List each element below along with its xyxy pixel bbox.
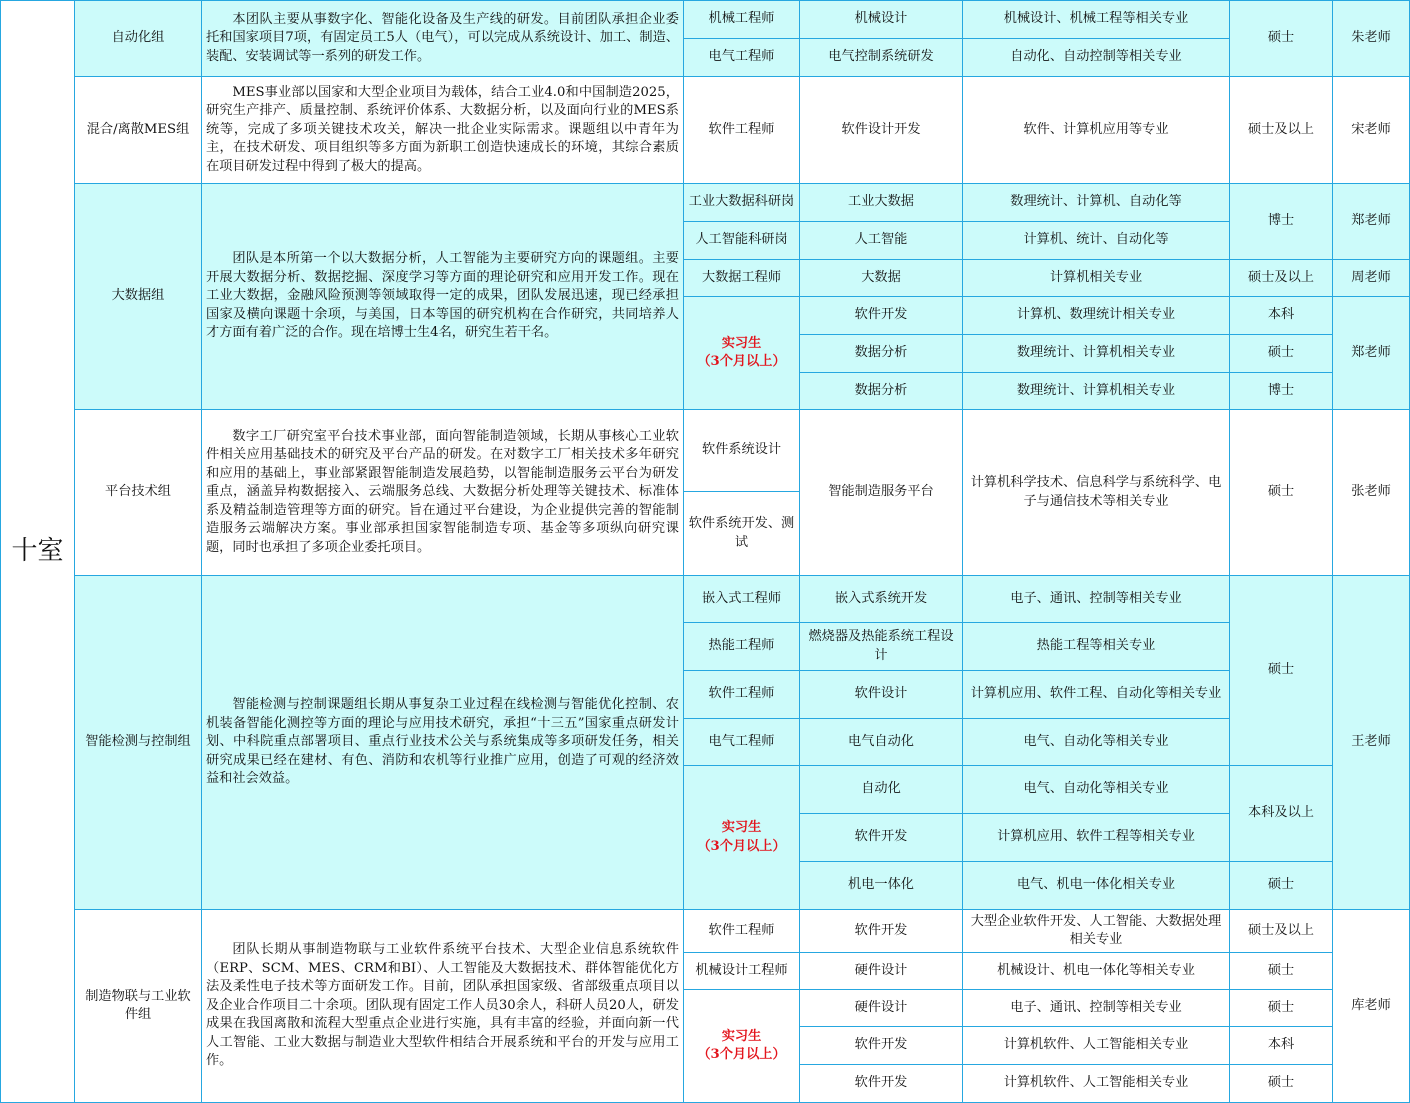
research-direction: 硬件设计: [799, 989, 963, 1027]
research-direction: 软件设计: [799, 670, 963, 719]
intern-duration: （3个月以上）: [697, 1047, 786, 1062]
degree-requirement: 博士: [1229, 183, 1333, 260]
group-description: 数字工厂研究室平台技术事业部，面向智能制造领域，长期从事核心工业软件相关应用基础技术的研究及平台产品的研发。在对数字工厂相关技术多年研究和应用的基础上，事业部紧跟智能制造发展趋势，以智能制造服务云平台为研发重点，涵盖异构数据接入、云端服务总线、大数据分析处理等关键技术、标准体系及精益制造管理等方面的研究。旨在通过平台建设，为企业提供完善的智能制造服务云端解决方案。事业部承担国家智能制造专项、基金等多项纵向研究课题，同时也承担了多项企业委托项目。: [201, 409, 684, 576]
major-requirement: 计算机软件、人工智能相关专业: [962, 1064, 1230, 1103]
position-title: 软件系统设计: [683, 409, 800, 492]
contact-person: 王老师: [1332, 575, 1410, 910]
degree-requirement: 硕士: [1229, 1064, 1333, 1103]
degree-requirement: 硕士及以上: [1229, 76, 1333, 184]
research-direction: 燃烧器及热能系统工程设计: [799, 622, 963, 671]
contact-person: 朱老师: [1332, 0, 1410, 77]
group-name: 大数据组: [74, 183, 202, 410]
intern-title: 实习生: [721, 335, 762, 351]
research-direction: 软件设计开发: [799, 76, 963, 184]
degree-requirement: 硕士: [1229, 952, 1333, 990]
degree-requirement: 硕士: [1229, 0, 1333, 77]
position-title: 热能工程师: [683, 622, 800, 671]
research-direction: 软件开发: [799, 909, 963, 953]
group-name: 制造物联与工业软件组: [74, 909, 202, 1103]
research-direction: 嵌入式系统开发: [799, 575, 963, 623]
major-requirement: 电气、自动化等相关专业: [962, 718, 1230, 766]
research-direction: 人工智能: [799, 221, 963, 260]
position-title: 嵌入式工程师: [683, 575, 800, 623]
major-requirement: 计算机、统计、自动化等: [962, 221, 1230, 260]
major-requirement: 数理统计、计算机相关专业: [962, 334, 1230, 373]
contact-person: 张老师: [1332, 409, 1410, 576]
position-title: 软件工程师: [683, 76, 800, 184]
research-direction: 工业大数据: [799, 183, 963, 222]
position-title: 软件系统开发、测试: [683, 491, 800, 576]
position-title: 机械设计工程师: [683, 952, 800, 990]
research-direction: 机械设计: [799, 0, 963, 39]
major-requirement: 计算机软件、人工智能相关专业: [962, 1026, 1230, 1065]
position-title: 软件工程师: [683, 909, 800, 953]
research-direction: 自动化: [799, 765, 963, 814]
group-description: 智能检测与控制课题组长期从事复杂工业过程在线检测与智能优化控制、农机装备智能化测控等方面的理论与应用技术研究，承担“十三五”国家重点研发计划、中科院重点部署项目、重点行业技术公关与系统集成等多项研发任务，相关研究成果已经在建材、有色、消防和农机等行业推广应用，创造了可观的经济效益和社会效益。: [201, 575, 684, 910]
group-description: MES事业部以国家和大型企业项目为载体，结合工业4.0和中国制造2025，研究生产排产、质量控制、系统评价体系、大数据分析，以及面向行业的MES系统等，完成了多项关键技术攻关，解决一批企业实际需求。课题组以中青年为主，在技术研发、项目组织等多方面为新职工创造快速成长的环境，其综合素质在项目研发过程中得到了极大的提高。: [201, 76, 684, 184]
position-title: 大数据工程师: [683, 259, 800, 297]
group-name: 平台技术组: [74, 409, 202, 576]
degree-requirement: 硕士及以上: [1229, 909, 1333, 953]
research-direction: 硬件设计: [799, 952, 963, 990]
research-direction: 大数据: [799, 259, 963, 297]
major-requirement: 电气、机电一体化相关专业: [962, 861, 1230, 910]
degree-requirement: 硕士: [1229, 334, 1333, 373]
intern-title: 实习生: [721, 1028, 762, 1044]
contact-person: 库老师: [1332, 909, 1410, 1103]
contact-person: 宋老师: [1332, 76, 1410, 184]
intern-label: [683, 765, 800, 910]
major-requirement: 计算机、数理统计相关专业: [962, 296, 1230, 335]
major-requirement: 计算机应用、软件工程、自动化等相关专业: [962, 670, 1230, 719]
research-direction: 数据分析: [799, 372, 963, 410]
position-title: 电气工程师: [683, 718, 800, 766]
intern-label: [683, 989, 800, 1103]
research-direction: 软件开发: [799, 1064, 963, 1103]
contact-person: 郑老师: [1332, 296, 1410, 410]
major-requirement: 自动化、自动控制等相关专业: [962, 38, 1230, 77]
major-requirement: 热能工程等相关专业: [962, 622, 1230, 671]
major-requirement: 数理统计、计算机、自动化等: [962, 183, 1230, 222]
position-title: 人工智能科研岗: [683, 221, 800, 260]
degree-requirement: 硕士: [1229, 575, 1333, 766]
degree-requirement: 硕士: [1229, 409, 1333, 576]
degree-requirement: 硕士: [1229, 989, 1333, 1027]
major-requirement: 大型企业软件开发、人工智能、大数据处理相关专业: [962, 909, 1230, 953]
room-label: 十室: [0, 0, 75, 1103]
major-requirement: 机械设计、机械工程等相关专业: [962, 0, 1230, 39]
degree-requirement: 本科: [1229, 1026, 1333, 1065]
group-name: 智能检测与控制组: [74, 575, 202, 910]
degree-requirement: 本科: [1229, 296, 1333, 335]
intern-duration: （3个月以上）: [697, 354, 786, 369]
degree-requirement: 本科及以上: [1229, 765, 1333, 862]
research-direction: 智能制造服务平台: [799, 409, 963, 576]
intern-label: [683, 296, 800, 410]
research-direction: 软件开发: [799, 296, 963, 335]
degree-requirement: 硕士及以上: [1229, 259, 1333, 297]
degree-requirement: 硕士: [1229, 861, 1333, 910]
group-description: 团队长期从事制造物联与工业软件系统平台技术、大型企业信息系统软件（ERP、SCM、MES、CRM和BI）、人工智能及大数据技术、群体智能优化方法及柔性电子技术等方面研发工作。目前，团队承担国家级、省部级重点项目以及企业合作项目二十余项。团队现有固定工作人员30余人，科研人员20人，研发成果在我国离散和流程大型重点企业进行实施，具有丰富的经验，并面向新一代人工智能、工业大数据与制造业大型软件相结合开展系统和平台的开发与应用工作。: [201, 909, 684, 1103]
group-description: 团队是本所第一个以大数据分析，人工智能为主要研究方向的课题组。主要开展大数据分析、数据挖掘、深度学习等方面的理论研究和应用开发工作。现在工业大数据，金融风险预测等领域取得一定的成果，团队发展迅速，现已经承担国家及横向课题十余项，与美国，日本等国的研究机构在合作研究，共同培养人才方面有着广泛的合作。现在培博士生4名，研究生若干名。: [201, 183, 684, 410]
research-direction: 软件开发: [799, 1026, 963, 1065]
research-direction: 机电一体化: [799, 861, 963, 910]
position-title: 软件工程师: [683, 670, 800, 719]
major-requirement: 软件、计算机应用等专业: [962, 76, 1230, 184]
intern-duration: （3个月以上）: [697, 838, 786, 854]
major-requirement: 计算机科学技术、信息科学与系统科学、电子与通信技术等相关专业: [962, 409, 1230, 576]
group-name: 混合/离散MES组: [74, 76, 202, 184]
research-direction: 数据分析: [799, 334, 963, 373]
major-requirement: 计算机应用、软件工程等相关专业: [962, 813, 1230, 862]
major-requirement: 电子、通讯、控制等相关专业: [962, 989, 1230, 1027]
major-requirement: 数理统计、计算机相关专业: [962, 372, 1230, 410]
research-direction: 软件开发: [799, 813, 963, 862]
major-requirement: 电气、自动化等相关专业: [962, 765, 1230, 814]
position-title: 电气工程师: [683, 38, 800, 77]
position-title: 工业大数据科研岗: [683, 183, 800, 222]
research-direction: 电气控制系统研发: [799, 38, 963, 77]
contact-person: 周老师: [1332, 259, 1410, 297]
position-title: 机械工程师: [683, 0, 800, 39]
major-requirement: 机械设计、机电一体化等相关专业: [962, 952, 1230, 990]
group-description: 本团队主要从事数字化、智能化设备及生产线的研发。目前团队承担企业委托和国家项目7项，有固定员工5人（电气），可以完成从系统设计、加工、制造、装配、安装调试等一系列的研发工作。: [201, 0, 684, 77]
major-requirement: 电子、通讯、控制等相关专业: [962, 575, 1230, 623]
group-name: 自动化组: [74, 0, 202, 77]
research-direction: 电气自动化: [799, 718, 963, 766]
intern-title: 实习生: [721, 820, 762, 835]
contact-person: 郑老师: [1332, 183, 1410, 260]
major-requirement: 计算机相关专业: [962, 259, 1230, 297]
degree-requirement: 博士: [1229, 372, 1333, 410]
